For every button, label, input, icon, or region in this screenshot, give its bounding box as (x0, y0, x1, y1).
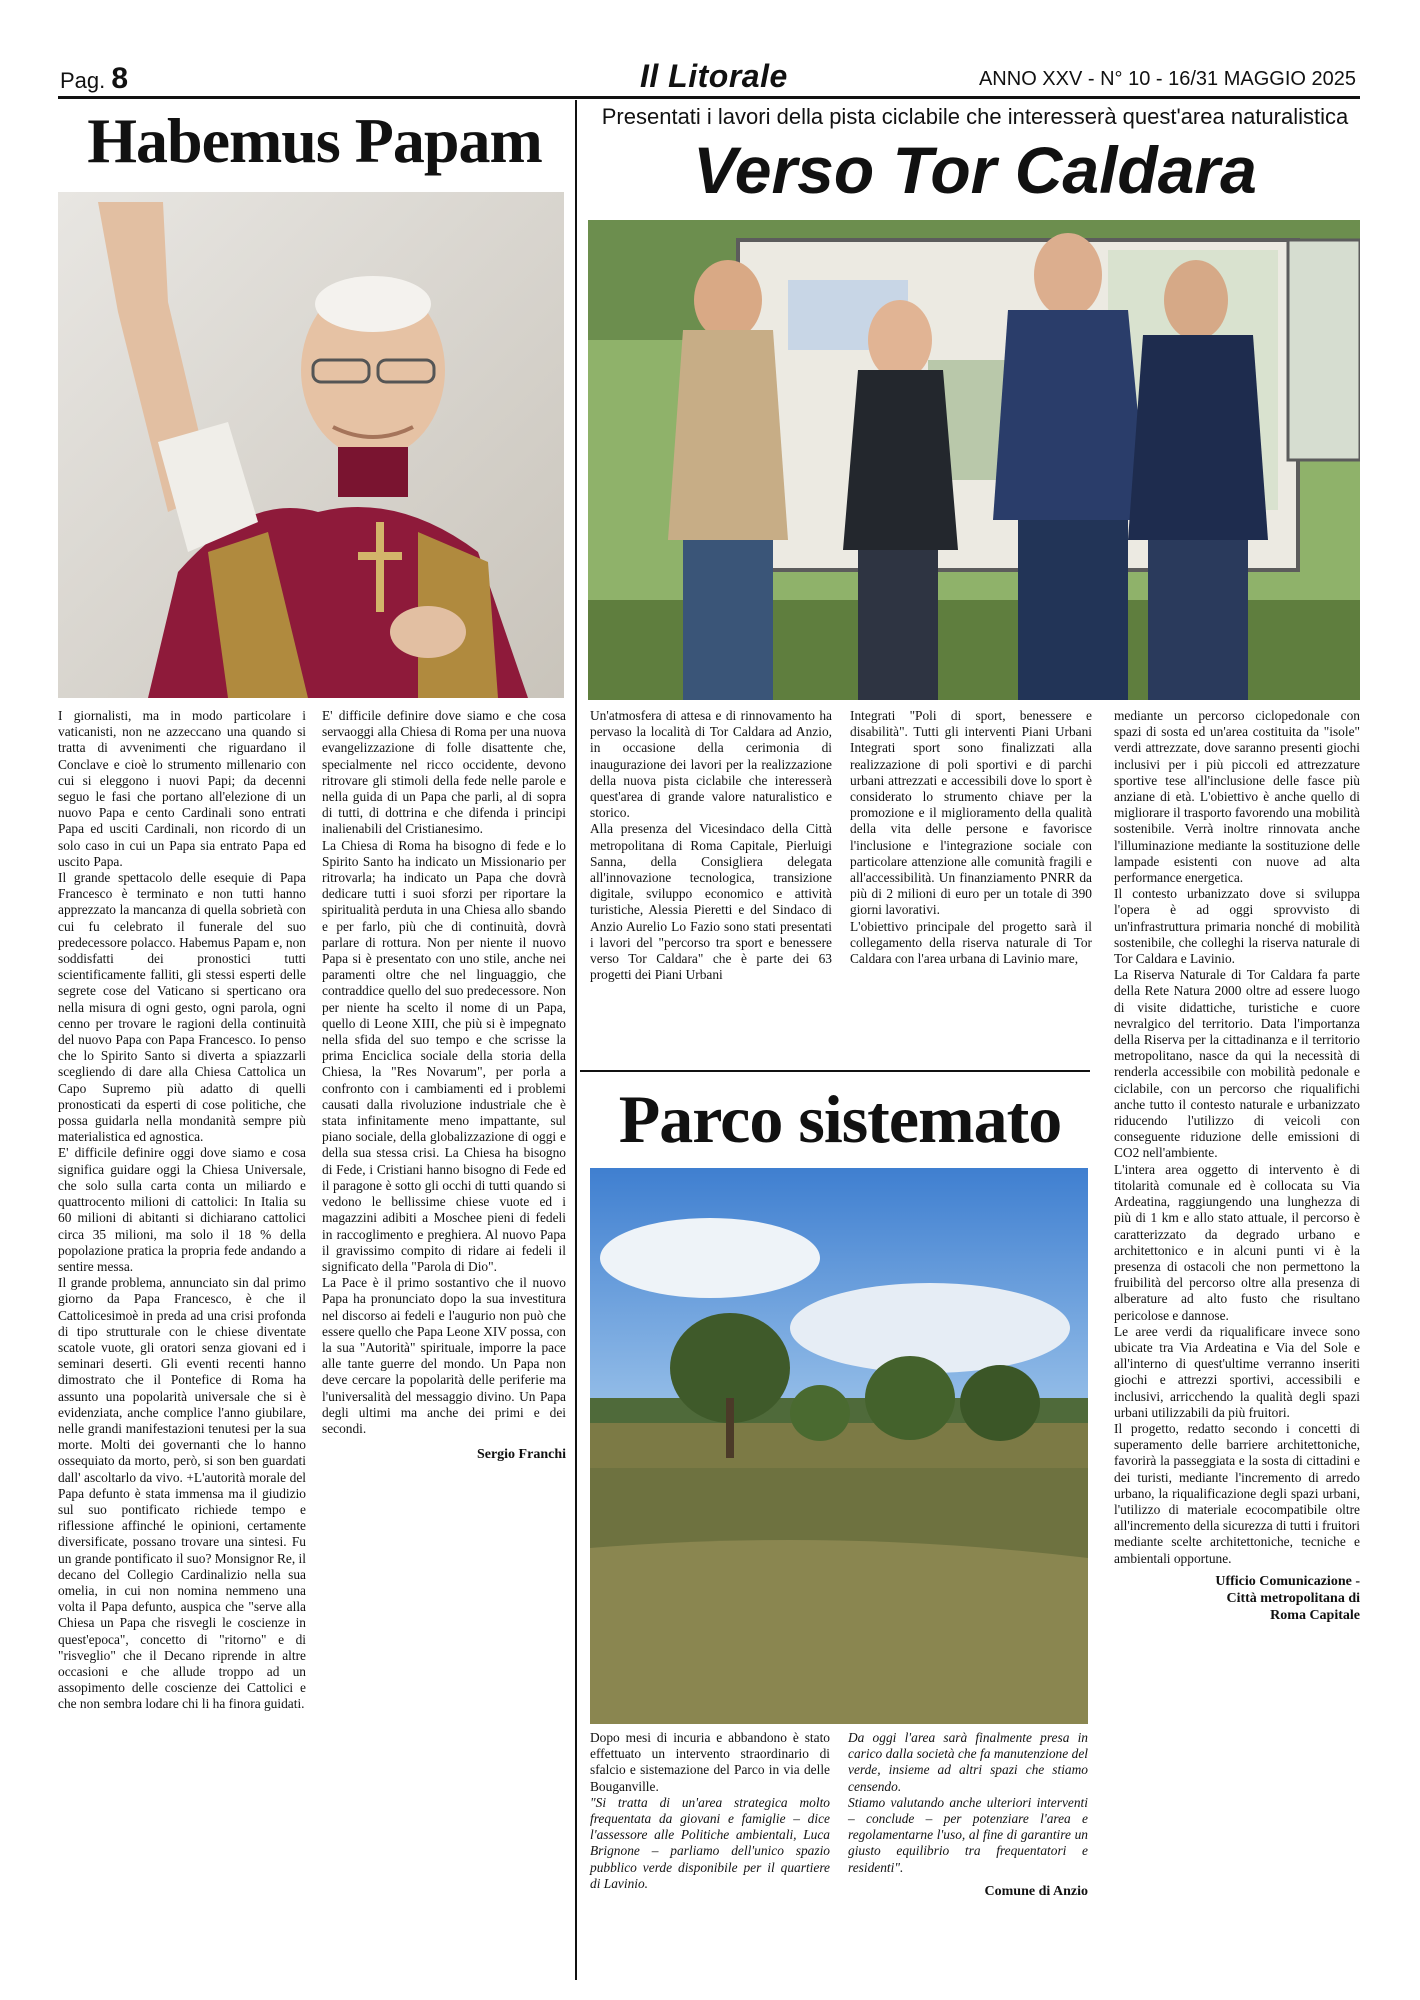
parco-quote: "Si tratta di un'area strategica molto frequentata da giovani e famiglie – dice l'assessore alle Politiche ambientali, Luca Brignone – parliamo dell'unico spazio pubblico verde disponibile per il quartiere di Lavinio. (590, 1794, 830, 1891)
caldara-photo (588, 220, 1360, 700)
page-label: Pag. (60, 68, 106, 93)
papam-headline: Habemus Papam (87, 105, 542, 176)
parco-headline: Parco sistemato (618, 1081, 1062, 1157)
papam-paragraph: La Chiesa di Roma ha bisogno di fede e lo Spirito Santo ha indicato un Missionario per ritrovarla; ha indicato un Papa che dovrà dedicare tutti i suoi sforzi per riportare la spiritualità perduta in una Chiesa allo sbando e per farlo, più che di continuità, dovrà parlare di rottura. Non per niente il nuovo Papa si è presentato con uno stile, anche nei paramenti oltre che nel linguaggio, che contraddice quello del suo predecessore. Non per niente ha scelto il nome di un Papa, quello di Leone XIII, che più si è impegnato nella sfida del suo tempo e che scrisse la prima Enciclica sociale della storia della Chiesa, la "Res Novarum", per porla a confronto con i cambiamenti ed i problemi causati dalla rivoluzione industriale che è stata infinitamente meno impattante, sul piano sociale, della globalizzazione di oggi e della sua stessa crisi. La Chiesa ha bisogno di Fede, i Cristiani hanno bisogno di Fede ed il paragone è sotto gli occhi di tutti quando si vedono le bellissime chiese vuote ed i magazzini adibiti a Moschee pieni di fedeli in raccoglimento e preghiera. Al nuovo Papa il gravissimo compito di ridare ai fedeli il significato della "Parola di Dio". (322, 837, 566, 1274)
page-number-value: 8 (111, 62, 129, 95)
caldara-paragraph: L'intera area oggetto di intervento è di titolarità comunale ed è collocata su Via Ardeatina, raggiungendo una lunghezza di più di 1 km e allo stato attuale, il percorso è caratterizzato da degrado urbano e architettonico e in alcuni punti vi è la presenza di ostacoli che non permettono la fruibilità del percorso oltre alla presenza di alberature ad alto fusto che risultano pericolose e dannose. (1114, 1161, 1360, 1323)
caldara-column-1 (590, 708, 832, 983)
issue-info: ANNO XXV - N° 10 - 16/31 MAGGIO 2025 (978, 68, 1356, 90)
column-divider (575, 100, 577, 1980)
caldara-column-3 (1114, 708, 1360, 1624)
parco-quote: Da oggi l'area sarà finalmente presa in carico dalla società che fa manutenzione del verde, insieme ad altri spazi che stiamo censendo. (848, 1730, 1088, 1794)
parco-photo (590, 1168, 1088, 1724)
caldara-paragraph: Il progetto, redatto secondo i concetti di superamento delle barriere architettoniche, favorirà la passeggiata e la sosta di cittadini e dei turisti, mediante l'incremento di arredo urbano, la riqualificazione degli spazi urbani, l'utilizzo di materiale ecocompatibile oltre all'incremento della sicurezza di tutti i fruitori mediante scelte architettoniche, tecniche e ambientali opportune. (1114, 1420, 1360, 1566)
page-number (60, 62, 128, 96)
parco-column-2 (848, 1730, 1088, 1900)
parco-column-1 (590, 1730, 830, 1892)
parco-top-rule (580, 1070, 1090, 1072)
papam-paragraph: Il grande spettacolo delle esequie di Papa Francesco è terminato e non tutti hanno apprezzato la mancanza di quella sobrietà con cui fu celebrato il funerale del suo predecessore polacco. Habemus Papam e, non soddisfatti dei pronostici tutti scientificamente falliti, gli stessi esperti delle segrete cose del Vaticano si sperticano ora nella misura di ogni gesto, ogni parola, ogni cenno per trovare le ragioni della continuità del nuovo Papa con Papa Francesco. Io penso che lo Spirito Santo si diverta a spiazzarli scegliendo di dare alla Chiesa Cattolica un Capo Supremo più adatto di quelli pronosticati da esperti di cose politiche, che possa guidarla nella mondanità sempre più materialistica ed agnostica. (58, 870, 306, 1145)
signature-line: Roma Capitale (1270, 1607, 1360, 1623)
pope-photo (58, 192, 564, 698)
papam-column-1 (58, 708, 306, 1713)
papam-paragraph: La Pace è il primo sostantivo che il nuovo Papa ha pronunciato dopo la sua investitura nel discorso ai fedeli e l'augurio non può che essere quello che Papa Leone XIV possa, con la sua "Autorità" spirituale, imporre la pace alle tante guerre del mondo. Un Papa non deve cercare la popolarità delle periferie ma l'universalità del messaggio divino. Un Papa degli ultimi ma anche dei primi e dei secondi. (322, 1275, 566, 1436)
papam-paragraph: E' difficile definire oggi dove siamo e cosa significa guidare oggi la Chiesa Universale, che solo sulla carta conta un miliardo e quattrocento milioni di cattolici: In Italia su 60 milioni di abitanti si dichiarano cattolici circa 35 milioni, ma solo il 18 % della popolazione pratica la propria fede andando a sentire messa. (58, 1145, 306, 1274)
papam-paragraph: E' difficile definire dove siamo e che cosa servaoggi alla Chiesa di Roma per una nuova evangelizzazione di folle disattente che, specialmente nel ricco occidente, devono ritrovare gli stimoli della fede nelle parole e nella guida di un Papa che parli, al di sopra di tutti, di dottrina e che difenda i principi inalienabili del Cristianesimo. (322, 708, 566, 837)
caldara-kicker: Presentati i lavori della pista ciclabile che interesserà quest'area naturalistica (601, 104, 1349, 129)
caldara-paragraph: Un'atmosfera di attesa e di rinnovamento ha pervaso la località di Tor Caldara ad Anzio, in occasione della cerimonia di inaugurazione dei lavori per la realizzazione della nuova pista ciclabile che interesserà quest'area di grande valore naturalistico e storico. (590, 708, 832, 821)
parco-quote: Stiamo valutando anche ulteriori interventi – conclude – per potenziare l'area e regolamentarne l'uso, al fine di garantire un giusto equilibrio tra frequentatori e residenti". (848, 1794, 1088, 1875)
papam-column-2 (322, 708, 566, 1463)
caldara-paragraph: Integrati "Poli di sport, benessere e disabilità". Tutti gli interventi Piani Urbani Integrati sport sono finalizzati alla realizzazione di poli sportivi e di parchi urbani attrezzati e accessibili dove lo sport è considerato lo strumento chiave per la promozione e il miglioramento della qualità della vita delle persone e favorisce l'inclusione e l'integrazione sociale con particolare attenzione alle comunità fragili e all'accessibilità. Un finanziamento PNRR da più di 2 milioni di euro per un totale di 390 giorni lavorativi. (850, 708, 1092, 918)
caldara-paragraph: L'obiettivo principale del progetto sarà il collegamento della riserva naturale di Tor Caldara con l'area urbana di Lavinio mare, (850, 918, 1092, 967)
parco-author: Comune di Anzio (984, 1883, 1088, 1899)
caldara-paragraph: Il contesto urbanizzato dove si sviluppa l'opera è ad oggi sprovvisto di un'infrastruttura primaria nonché di mobilità sostenibile, che colleghi la riserva naturale di Tor Caldara e Lavinio. (1114, 886, 1360, 967)
papam-paragraph: I giornalisti, ma in modo particolare i vaticanisti, non ne azzeccano una quando si tratta di avvenimenti che riguardano il Conclave e cioè lo strumento millenario con cui si eleggono i nuovi Papi; da decenni seguo le fasi che portano all'elezione di un nuovo Papa e cento Cardinali sono entrati Papa ed usciti Cardinali, non ricordo di un solo caso in cui un Papa sia entrato Papa ed uscito Papa. (58, 708, 306, 869)
parco-paragraph: Dopo mesi di incuria e abbandono è stato effettuato un intervento straordinario di sfalcio e sistemazione del Parco in via delle Bouganville. (590, 1730, 830, 1794)
masthead: Il Litorale (640, 58, 788, 94)
papam-paragraph: Il grande problema, annunciato sin dal primo giorno da Papa Francesco, è che il Cattolicesimoè in preda ad una crisi profonda di tipo strutturale con le chiese diventate scatole vuote, gli oratori senza giovani ed i seminari deserti. Gli eventi recenti hanno dimostrato che il Pontefice di Roma ha assunto una popolarità universale che si è evidenziata, anche complice l'anno giubilare, nelle grandi manifestazioni tenutesi per la sua morte. Molti dei governanti che lo hanno ossequiato da morto, però, si son ben guardati dall' ascoltarlo da vivo. +L'autorità morale del Papa defunto è stata immensa ma il giudizio sul suo pontificato richiede tempo e riflessione affinché le opinioni, certamente diversificate, possano trovare una sintesi. Fu un grande pontificato il suo? Monsignor Re, il decano del Collegio Cardinalizio nella sua omelia, in cui non nomina nemmeno una volta il Papa defunto, auspica che "serve alla Chiesa un Papa che risvegli le coscienze in quest'epoca", concetto di "ritorno" e di "risveglio" che il Decano riprende in altre occasioni e che allude troppo ad un assopimento delle coscienze dei Cattolici e che non sembra lodare chi li ha finora guidati. (58, 1275, 306, 1712)
caldara-paragraph: Le aree verdi da riqualificare invece sono ubicate tra Via Ardeatina e Via del Sole e all'interno di quest'ultime verranno inseriti giochi e attrezzi sportivi, accessibili e inclusivi, arricchendo la qualità degli spazi urbani utilizzabili da più fruitori. (1114, 1323, 1360, 1420)
caldara-paragraph: mediante un percorso ciclopedonale con spazi di sosta ed un'area costituita da "isole" verdi attrezzate, dove saranno presenti giochi inclusivi per i più piccoli ed attrezzature sportive tese all'inclusione delle fasce più anziane di età. L'obiettivo è anche quello di migliorare il trasporto favorendo una mobilità sostenibile. Verrà inoltre rinnovata anche l'illuminazione mediante la sostituzione delle lampade esistenti con nuove ad alta performance energetica. (1114, 708, 1360, 886)
caldara-headline: Verso Tor Caldara (693, 133, 1257, 207)
caldara-column-2 (850, 708, 1092, 967)
signature-line: Ufficio Comunicazione - (1215, 1573, 1360, 1589)
caldara-paragraph: Alla presenza del Vicesindaco della Città metropolitana di Roma Capitale, Pierluigi Sanna, della Consigliera delegata all'innovazione tecnologica, transizione digitale, sviluppo economico e attività turistiche, Alessia Pieretti e del Sindaco di Anzio Aurelio Lo Fazio sono stati presentati i lavori del "percorso tra sport e benessere verso Tor Caldara" che è parte dei 63 progetti dei Piani Urbani (590, 821, 832, 983)
signature-line: Città metropolitana di (1226, 1590, 1360, 1606)
caldara-paragraph: La Riserva Naturale di Tor Caldara fa parte della Rete Natura 2000 oltre ad essere luogo di visite didattiche, turistiche e cuore nevralgico del territorio. Data l'importanza della Riserva per la cittadinanza e il territorio metropolitano, nasce da qui la necessità di renderla accessibile con mobilità pedonale e ciclabile, con un percorso che riqualifichi anche tutto il contesto naturale e urbanizzato riducendo l'utilizzo di veicoli con conseguente riduzione delle emissioni di CO2 nell'ambiente. (1114, 967, 1360, 1161)
header-rule (58, 96, 1360, 99)
caldara-signature (1114, 1573, 1360, 1624)
papam-author: Sergio Franchi (476, 1447, 566, 1463)
